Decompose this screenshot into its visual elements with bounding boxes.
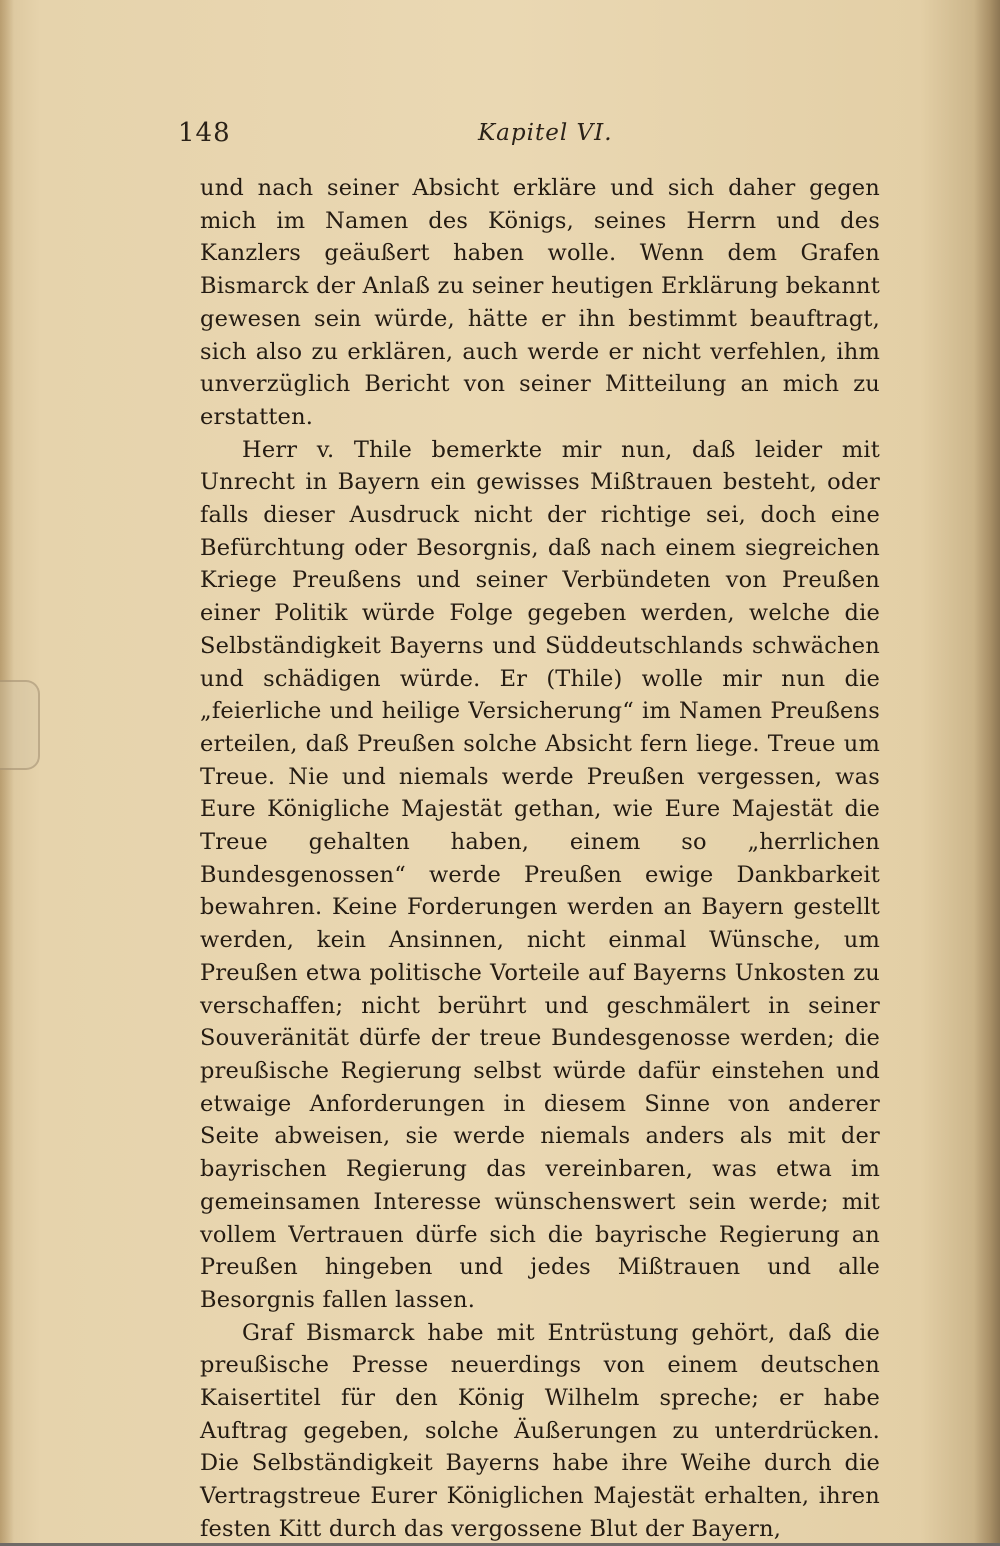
paragraph-2: Herr v. Thile bemerkte mir nun, daß leider mit Unrecht in Bayern ein gewisses Mißtrauen besteht, oder falls dieser Ausdruck nicht der richtige sei, doch eine Befürchtung oder Besorgnis, daß nach einem siegreichen Kriege Preußens und seiner Verbündeten von Preußen einer Politik würde Folge gegeben werden, welche die Selbständigkeit Bayerns und Süddeutschlands schwächen und schädigen würde. Er (Thile) wolle mir nun die „feierliche und heilige Versicherung“ im Namen Preußens erteilen, daß Preußen solche Absicht fern liege. Treue um Treue. Nie und niemals werde Preußen vergessen, was Eure Königliche Majestät gethan, wie Eure Majestät die Treue gehalten haben, einem so „herrlichen Bundesgenossen“ werde Preußen ewige Dankbarkeit bewahren. Keine Forderungen werden an Bayern gestellt werden, kein Ansinnen, nicht einmal Wünsche, um Preußen etwa politische Vorteile auf Bayerns Unkosten zu verschaffen; nicht berührt und geschmälert in seiner Souveränität dürfe der treue Bundesgenosse werden; die preußische Regierung selbst würde dafür einstehen und etwaige Anforderungen in diesem Sinne von anderer Seite abweisen, sie werde niemals anders als mit der bayrischen Regierung das vereinbaren, was etwa im gemeinsamen Interesse wünschenswert sein werde; mit vollem Vertrauen dürfe sich die bayrische Regierung an Preußen hingeben und jedes Mißtrauen und alle Besorgnis fallen lassen.: [200, 436, 880, 1313]
body-text: [200, 172, 880, 1546]
paper-clip-mark: [0, 680, 40, 770]
page-header: [178, 118, 878, 158]
page-number: 148: [178, 118, 231, 148]
paragraph-1: und nach seiner Absicht erkläre und sich daher gegen mich im Namen des Königs, seines Herrn und des Kanzlers geäußert haben wolle. Wenn dem Grafen Bismarck der Anlaß zu seiner heutigen Erklärung bekannt gewesen sein würde, hätte er ihn bestimmt beauftragt, sich also zu erklären, auch werde er nicht verfehlen, ihm unverzüglich Bericht von seiner Mitteilung an mich zu erstatten.: [200, 175, 880, 430]
running-head: Kapitel VI.: [478, 120, 613, 146]
paragraph-3: Graf Bismarck habe mit Entrüstung gehört, daß die preußische Presse neuerdings von einem deutschen Kaisertitel für den König Wilhelm spreche; er habe Auftrag gegeben, solche Äußerungen zu unterdrücken. Die Selbständigkeit Bayerns habe ihre Weihe durch die Vertragstreue Eurer Königlichen Majestät erhalten, ihren festen Kitt durch das vergossene Blut der Bayern,: [200, 1319, 880, 1542]
page-left-edge: [0, 0, 14, 1543]
book-spine-shadow: [974, 0, 1000, 1543]
